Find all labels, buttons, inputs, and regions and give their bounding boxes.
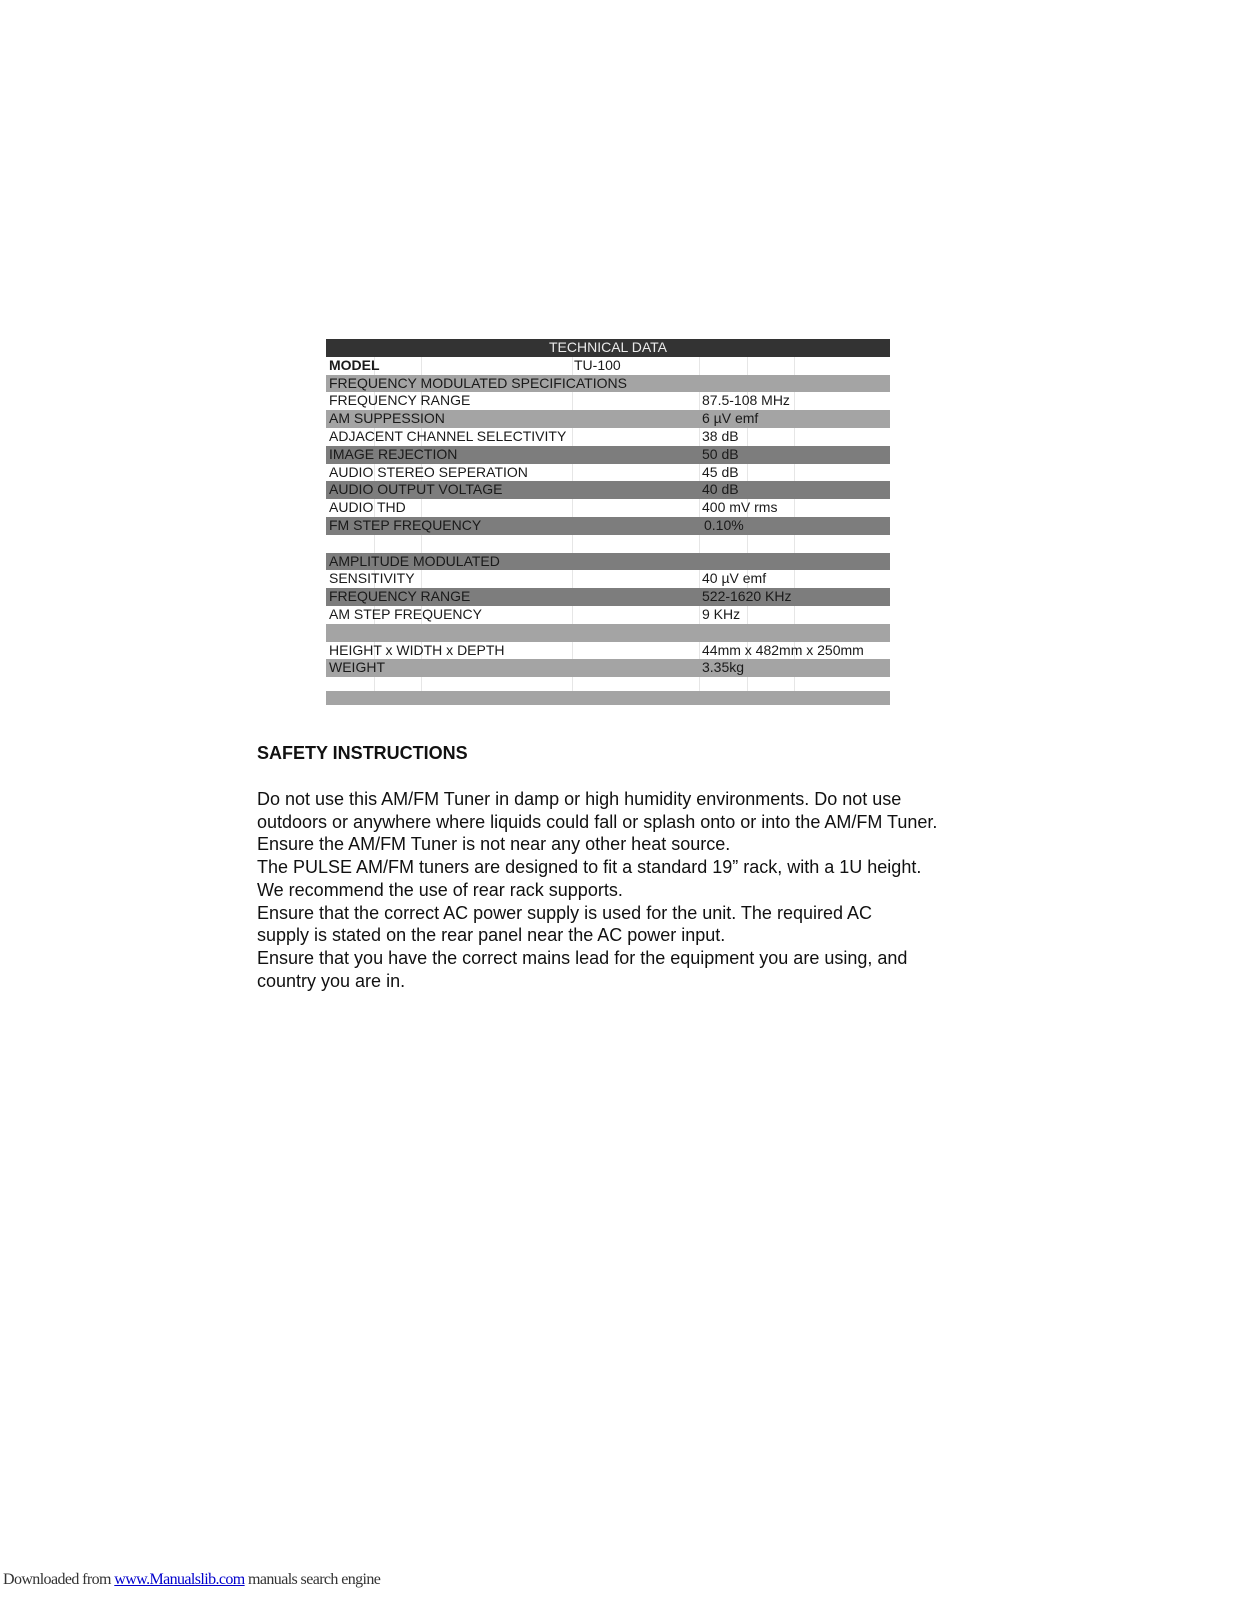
spec-value: 0.10% [704, 516, 744, 533]
safety-body [257, 788, 997, 992]
am-heading-row [326, 553, 890, 571]
table-row [326, 446, 890, 464]
table-row [326, 588, 890, 606]
table-row [326, 481, 890, 499]
spec-value: 38 dB [702, 427, 739, 444]
technical-data-table [326, 339, 890, 705]
spec-label: AM STEP FREQUENCY [329, 605, 482, 622]
blank-row [326, 691, 890, 705]
spec-label: WEIGHT [329, 659, 385, 676]
safety-line: The PULSE AM/FM tuners are designed to fit a standard 19” rack, with a 1U height. [257, 857, 922, 878]
table-row [326, 499, 890, 517]
spec-label: IMAGE REJECTION [329, 445, 458, 462]
safety-line: We recommend the use of rear rack supports. [257, 879, 623, 900]
table-row [326, 410, 890, 428]
table-title-row [326, 339, 890, 357]
table-title: TECHNICAL DATA [549, 339, 667, 355]
table-row [326, 392, 890, 410]
spec-value: 50 dB [702, 445, 739, 462]
safety-line: supply is stated on the rear panel near the AC power input. [257, 925, 726, 946]
spec-label: AUDIO STEREO SEPERATION [329, 463, 528, 480]
table-row [326, 606, 890, 624]
footer-prefix: Downloaded from [3, 1571, 115, 1588]
spec-value: 400 mV rms [702, 499, 778, 516]
spec-value: 40 dB [702, 481, 739, 498]
footer-suffix: manuals search engine [244, 1571, 381, 1588]
spec-value: 40 µV emf [702, 570, 767, 587]
spec-label: AUDIO THD [329, 499, 406, 516]
table-row [326, 428, 890, 446]
spec-label: AUDIO OUTPUT VOLTAGE [329, 481, 503, 498]
manualslib-link[interactable]: www.Manualslib.com [114, 1571, 245, 1588]
safety-line: country you are in. [257, 970, 406, 991]
fm-heading: FREQUENCY MODULATED SPECIFICATIONS [329, 374, 627, 391]
safety-line: Ensure the AM/FM Tuner is not near any other heat source. [257, 834, 731, 855]
am-heading: AMPLITUDE MODULATED [329, 552, 500, 569]
safety-line: Ensure that you have the correct mains lead for the equipment you are using, and [257, 947, 908, 968]
spec-label: FREQUENCY RANGE [329, 392, 471, 409]
spec-value: 6 µV emf [702, 410, 759, 427]
spec-value: 44mm x 482mm x 250mm [702, 641, 864, 658]
spec-value: 522-1620 KHz [702, 588, 792, 605]
model-value: TU-100 [574, 356, 621, 373]
blank-row [326, 535, 890, 553]
table-row [326, 659, 890, 677]
blank-row [326, 624, 890, 642]
spec-value: 45 dB [702, 463, 739, 480]
table-row [326, 464, 890, 482]
safety-line: outdoors or anywhere where liquids could fall or splash onto or into the AM/FM Tuner. [257, 811, 938, 832]
spec-label: SENSITIVITY [329, 570, 415, 587]
spec-label: ADJACENT CHANNEL SELECTIVITY [329, 427, 567, 444]
safety-title: SAFETY INSTRUCTIONS [257, 743, 468, 763]
fm-heading-row [326, 375, 890, 393]
spec-value: 3.35kg [702, 659, 745, 676]
spec-label: FM STEP FREQUENCY [329, 516, 482, 533]
spec-label: HEIGHT x WIDTH x DEPTH [329, 641, 505, 658]
spec-value: 9 KHz [702, 605, 741, 622]
safety-line: Ensure that the correct AC power supply is used for the unit. The required AC [257, 902, 872, 923]
safety-line: Do not use this AM/FM Tuner in damp or high humidity environments. Do not use [257, 789, 902, 809]
table-row [326, 570, 890, 588]
blank-row [326, 677, 890, 691]
model-row [326, 357, 890, 375]
table-row [326, 517, 890, 535]
spec-label: FREQUENCY RANGE [329, 588, 471, 605]
model-label: MODEL [329, 356, 380, 373]
spec-value: 87.5-108 MHz [702, 392, 790, 409]
spec-label: AM SUPPESSION [329, 410, 445, 427]
download-footer [3, 1571, 380, 1589]
table-row [326, 642, 890, 660]
